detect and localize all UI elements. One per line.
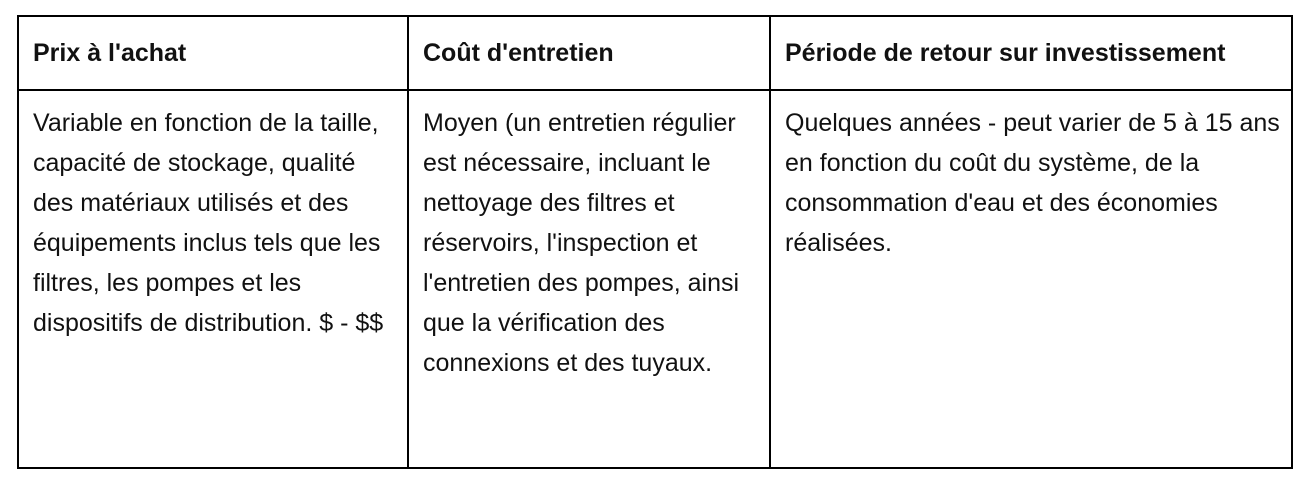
comparison-table xyxy=(17,15,1293,469)
cell-maintenance-cost: Moyen (un entretien régulier est nécessaire, incluant le nettoyage des filtres et réservoirs, l'inspection et l'entretien des pompes, ainsi que la vérification des connexions et des tuyaux. xyxy=(408,90,770,468)
cell-purchase-price: Variable en fonction de la taille, capacité de stockage, qualité des matériaux utilisés et des équipements inclus tels que les filtres, les pompes et les dispositifs de distribution. $ - $$ xyxy=(18,90,408,468)
header-purchase-price: Prix à l'achat xyxy=(18,16,408,90)
table-header xyxy=(18,16,1292,90)
table-body xyxy=(18,90,1292,468)
header-payback-period: Période de retour sur investissement xyxy=(770,16,1292,90)
header-row xyxy=(18,16,1292,90)
header-maintenance-cost: Coût d'entretien xyxy=(408,16,770,90)
table-row xyxy=(18,90,1292,468)
cell-payback-period: Quelques années - peut varier de 5 à 15 ans en fonction du coût du système, de la consommation d'eau et des économies réalisées. xyxy=(770,90,1292,468)
